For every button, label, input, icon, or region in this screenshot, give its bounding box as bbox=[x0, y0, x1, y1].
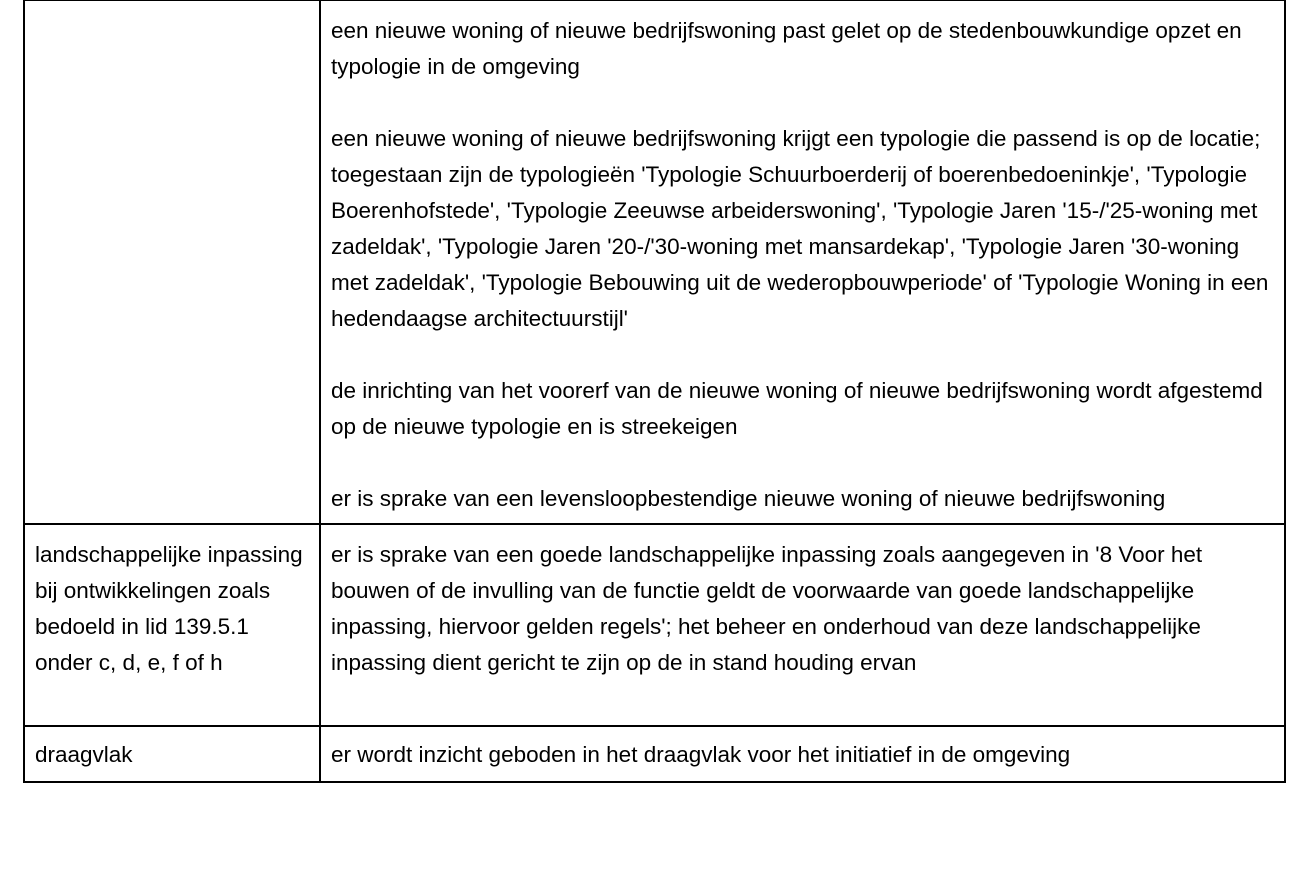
condition-paragraph: er is sprake van een goede landschappelijke inpassing zoals aangegeven in '8 Voor het bouwen of de invulling van de functie geldt de voorwaarde van goede landschappelijke inpassing, hiervoor gelden regels'; het beheer en onderhoud van deze landschappelijke inpassing dient gericht te zijn op de in stand houding ervan bbox=[331, 542, 1203, 675]
condition-paragraph: er wordt inzicht geboden in het draagvlak voor het initiatief in de omgeving bbox=[331, 742, 1071, 767]
row-content-cell bbox=[320, 1, 1285, 525]
row-content-cell bbox=[320, 726, 1285, 782]
conditions-table bbox=[23, 0, 1286, 783]
table-row bbox=[24, 524, 1285, 726]
row-label-cell bbox=[24, 524, 320, 726]
condition-paragraph: een nieuwe woning of nieuwe bedrijfswoning past gelet op de stedenbouwkundige opzet en typologie in de omgeving bbox=[331, 18, 1242, 79]
row-label-cell bbox=[24, 726, 320, 782]
table-row bbox=[24, 726, 1285, 782]
condition-paragraph: een nieuwe woning of nieuwe bedrijfswoning krijgt een typologie die passend is op de locatie; toegestaan zijn de typologieën 'Typologie Schuurboerderij of boerenbedoeninkje', 'Typologie Boerenhofstede', 'Typologie Zeeuwse arbeiderswoning', 'Typologie Jaren '15-/'25-woning met zadeldak', 'Typologie Jaren '20-/'30-woning met mansardekap', 'Typologie Jaren '30-woning met zadeldak', 'Typologie Bebouwing uit de wederopbouwperiode' of 'Typologie Woning in een hedendaagse architectuurstijl' bbox=[331, 126, 1269, 331]
table-row bbox=[24, 1, 1285, 525]
condition-paragraph: de inrichting van het voorerf van de nieuwe woning of nieuwe bedrijfswoning wordt afgestemd op de nieuwe typologie en is streekeigen bbox=[331, 378, 1263, 439]
row-content-cell bbox=[320, 524, 1285, 726]
row-label: draagvlak bbox=[35, 742, 133, 767]
row-label-cell bbox=[24, 1, 320, 525]
condition-paragraph: er is sprake van een levensloopbestendige nieuwe woning of nieuwe bedrijfswoning bbox=[331, 486, 1166, 511]
row-label: landschappelijke inpassing bij ontwikkelingen zoals bedoeld in lid 139.5.1 onder c, d, e, f of h bbox=[35, 542, 303, 675]
